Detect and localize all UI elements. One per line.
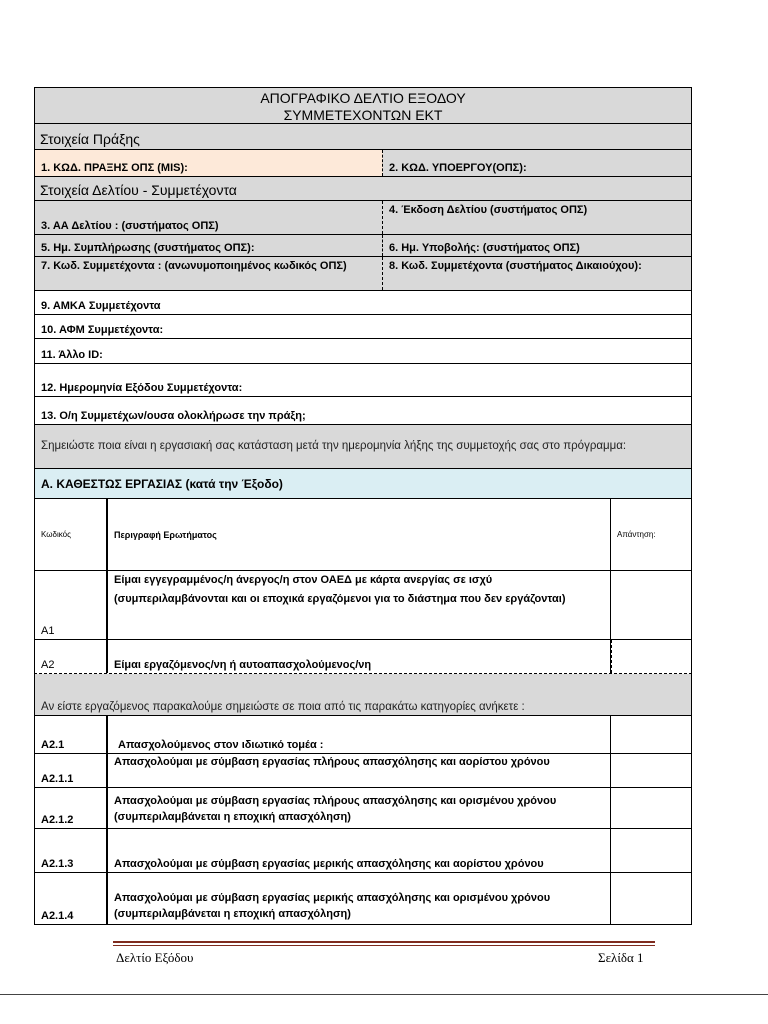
table-row — [34, 873, 692, 925]
row-fields-1-2 — [34, 150, 692, 177]
answer-cell-a2-1-2[interactable] — [611, 788, 691, 828]
footer-rule-thin — [113, 945, 655, 946]
answer-cell-a2-1-1[interactable] — [611, 754, 691, 787]
row-description: Είμαι εργαζόμενος/νη ή αυτοαπασχολούμενος/νη — [108, 640, 611, 673]
col-header-answer: Απάντηση: — [617, 530, 656, 539]
row-description: Απασχολούμαι με σύμβαση εργασίας μερικής απασχόλησης και ορισμένου χρόνου (συμπεριλαμβάνεται η εποχική απασχόληση) — [108, 873, 611, 924]
row-fields-3-4 — [34, 201, 692, 235]
field-mis-code[interactable]: 1. ΚΩΔ. ΠΡΑΞΗΣ ΟΠΣ (MIS): — [35, 150, 383, 176]
field-afm[interactable]: 10. ΑΦΜ Συμμετέχοντα: — [34, 315, 692, 339]
row-code: Α2.1.3 — [35, 829, 108, 872]
field-project-completed[interactable]: 13. Ο/η Συμμετέχων/ουσα ολοκλήρωσε την πράξη; — [34, 397, 692, 425]
table-row — [34, 571, 692, 640]
answer-cell-a2-1-3[interactable] — [611, 829, 691, 872]
row-code: Α2.1.1 — [35, 754, 108, 787]
field-exit-date[interactable]: 12. Ημερομηνία Εξόδου Συμμετέχοντα: — [34, 364, 692, 397]
field-bulletin-version[interactable]: 4. Έκδοση Δελτίου (συστήματος ΟΠΣ) — [389, 204, 588, 216]
footer-document-name: Δελτίο Εξόδου — [116, 950, 194, 965]
field-participant-code-ops[interactable]: 7. Κωδ. Συμμετέχοντα : (ανωνυμοποιημένος κωδικός ΟΠΣ) — [35, 257, 383, 290]
row-description: Απασχολούμενος στον ιδιωτικό τομέα : — [108, 716, 611, 753]
footer-rule — [113, 941, 655, 943]
row-code: Α2.1.2 — [35, 788, 108, 828]
employment-note: Σημειώστε ποια είναι η εργασιακή σας κατάσταση μετά την ημερομηνία λήξης της συμμετοχής σας στο πρόγραμμα: — [34, 425, 692, 469]
footer-page-number: Σελίδα 1 — [598, 950, 644, 965]
table-header — [34, 499, 692, 571]
table-row — [34, 754, 692, 788]
title-line-1: ΑΠΟΓΡΑΦΙΚΟ ΔΕΛΤΙΟ ΕΞΟΔΟΥ — [260, 90, 466, 106]
row-fields-7-8 — [34, 257, 692, 291]
row-description: Είμαι εγγεγραμμένος/η άνεργος/η στον ΟΑΕΔ με κάρτα ανεργίας σε ισχύ (συμπεριλαμβάνονται και οι εποχικά εργαζόμενοι για το διάστημα που δεν εργάζονται) — [108, 571, 611, 639]
table-row — [34, 716, 692, 754]
field-completion-date[interactable]: 5. Ημ. Συμπλήρωσης (συστήματος ΟΠΣ): — [35, 235, 383, 256]
answer-cell-a1[interactable] — [611, 571, 691, 639]
exit-form — [34, 87, 692, 925]
row-description: Απασχολούμαι με σύμβαση εργασίας πλήρους απασχόλησης και αορίστου χρόνου — [108, 754, 611, 787]
employed-note: Αν είστε εργαζόμενος παρακαλούμε σημειώστε σε ποια από τις παρακάτω κατηγορίες ανήκετε : — [34, 674, 692, 716]
form-title — [34, 87, 692, 124]
col-header-code: Κωδικός — [35, 499, 108, 570]
answer-cell-a2-1[interactable] — [611, 716, 691, 753]
table-row — [34, 640, 692, 674]
section-deltio-label: Στοιχεία Δελτίου - Συμμετέχοντα — [40, 182, 237, 198]
row-code: Α2 — [35, 640, 108, 673]
table-row — [34, 788, 692, 829]
table-row — [34, 829, 692, 873]
field-amka[interactable]: 9. ΑΜΚΑ Συμμετέχοντα — [34, 291, 692, 315]
field-submission-date[interactable]: 6. Ημ. Υποβολής: (συστήματος ΟΠΣ) — [389, 242, 580, 254]
answer-cell-a2[interactable] — [611, 640, 691, 673]
title-line-2: ΣΥΜΜΕΤΕΧΟΝΤΩΝ ΕΚΤ — [283, 107, 443, 123]
row-fields-5-6 — [34, 235, 692, 257]
row-description: Απασχολούμαι με σύμβαση εργασίας πλήρους απασχόλησης και ορισμένου χρόνου (συμπεριλαμβάνεται η εποχική απασχόληση) — [108, 788, 611, 828]
row-code: Α1 — [35, 571, 108, 639]
field-bulletin-number[interactable]: 3. ΑΑ Δελτίου : (συστήματος ΟΠΣ) — [35, 201, 383, 234]
field-other-id[interactable]: 11. Άλλο ID: — [34, 339, 692, 364]
row-description: Απασχολούμαι με σύμβαση εργασίας μερικής απασχόλησης και αορίστου χρόνου — [108, 829, 611, 872]
section-praxi — [34, 124, 692, 150]
field-subproject-code[interactable]: 2. ΚΩΔ. ΥΠΟΕΡΓΟΥ(ΟΠΣ): — [389, 162, 527, 174]
section-deltio — [34, 177, 692, 201]
section-a-header: Α. ΚΑΘΕΣΤΩΣ ΕΡΓΑΣΙΑΣ (κατά την Έξοδο) — [34, 469, 692, 499]
section-praxi-label: Στοιχεία Πράξης — [40, 131, 140, 147]
field-participant-code-beneficiary[interactable]: 8. Κωδ. Συμμετέχοντα (συστήματος Δικαιούχου): — [389, 260, 642, 272]
answer-cell-a2-1-4[interactable] — [611, 873, 691, 924]
page-edge — [0, 994, 768, 995]
col-header-description: Περιγραφή Ερωτήματος — [108, 499, 611, 570]
row-code: Α2.1 — [35, 716, 108, 753]
row-code: Α2.1.4 — [35, 873, 108, 924]
